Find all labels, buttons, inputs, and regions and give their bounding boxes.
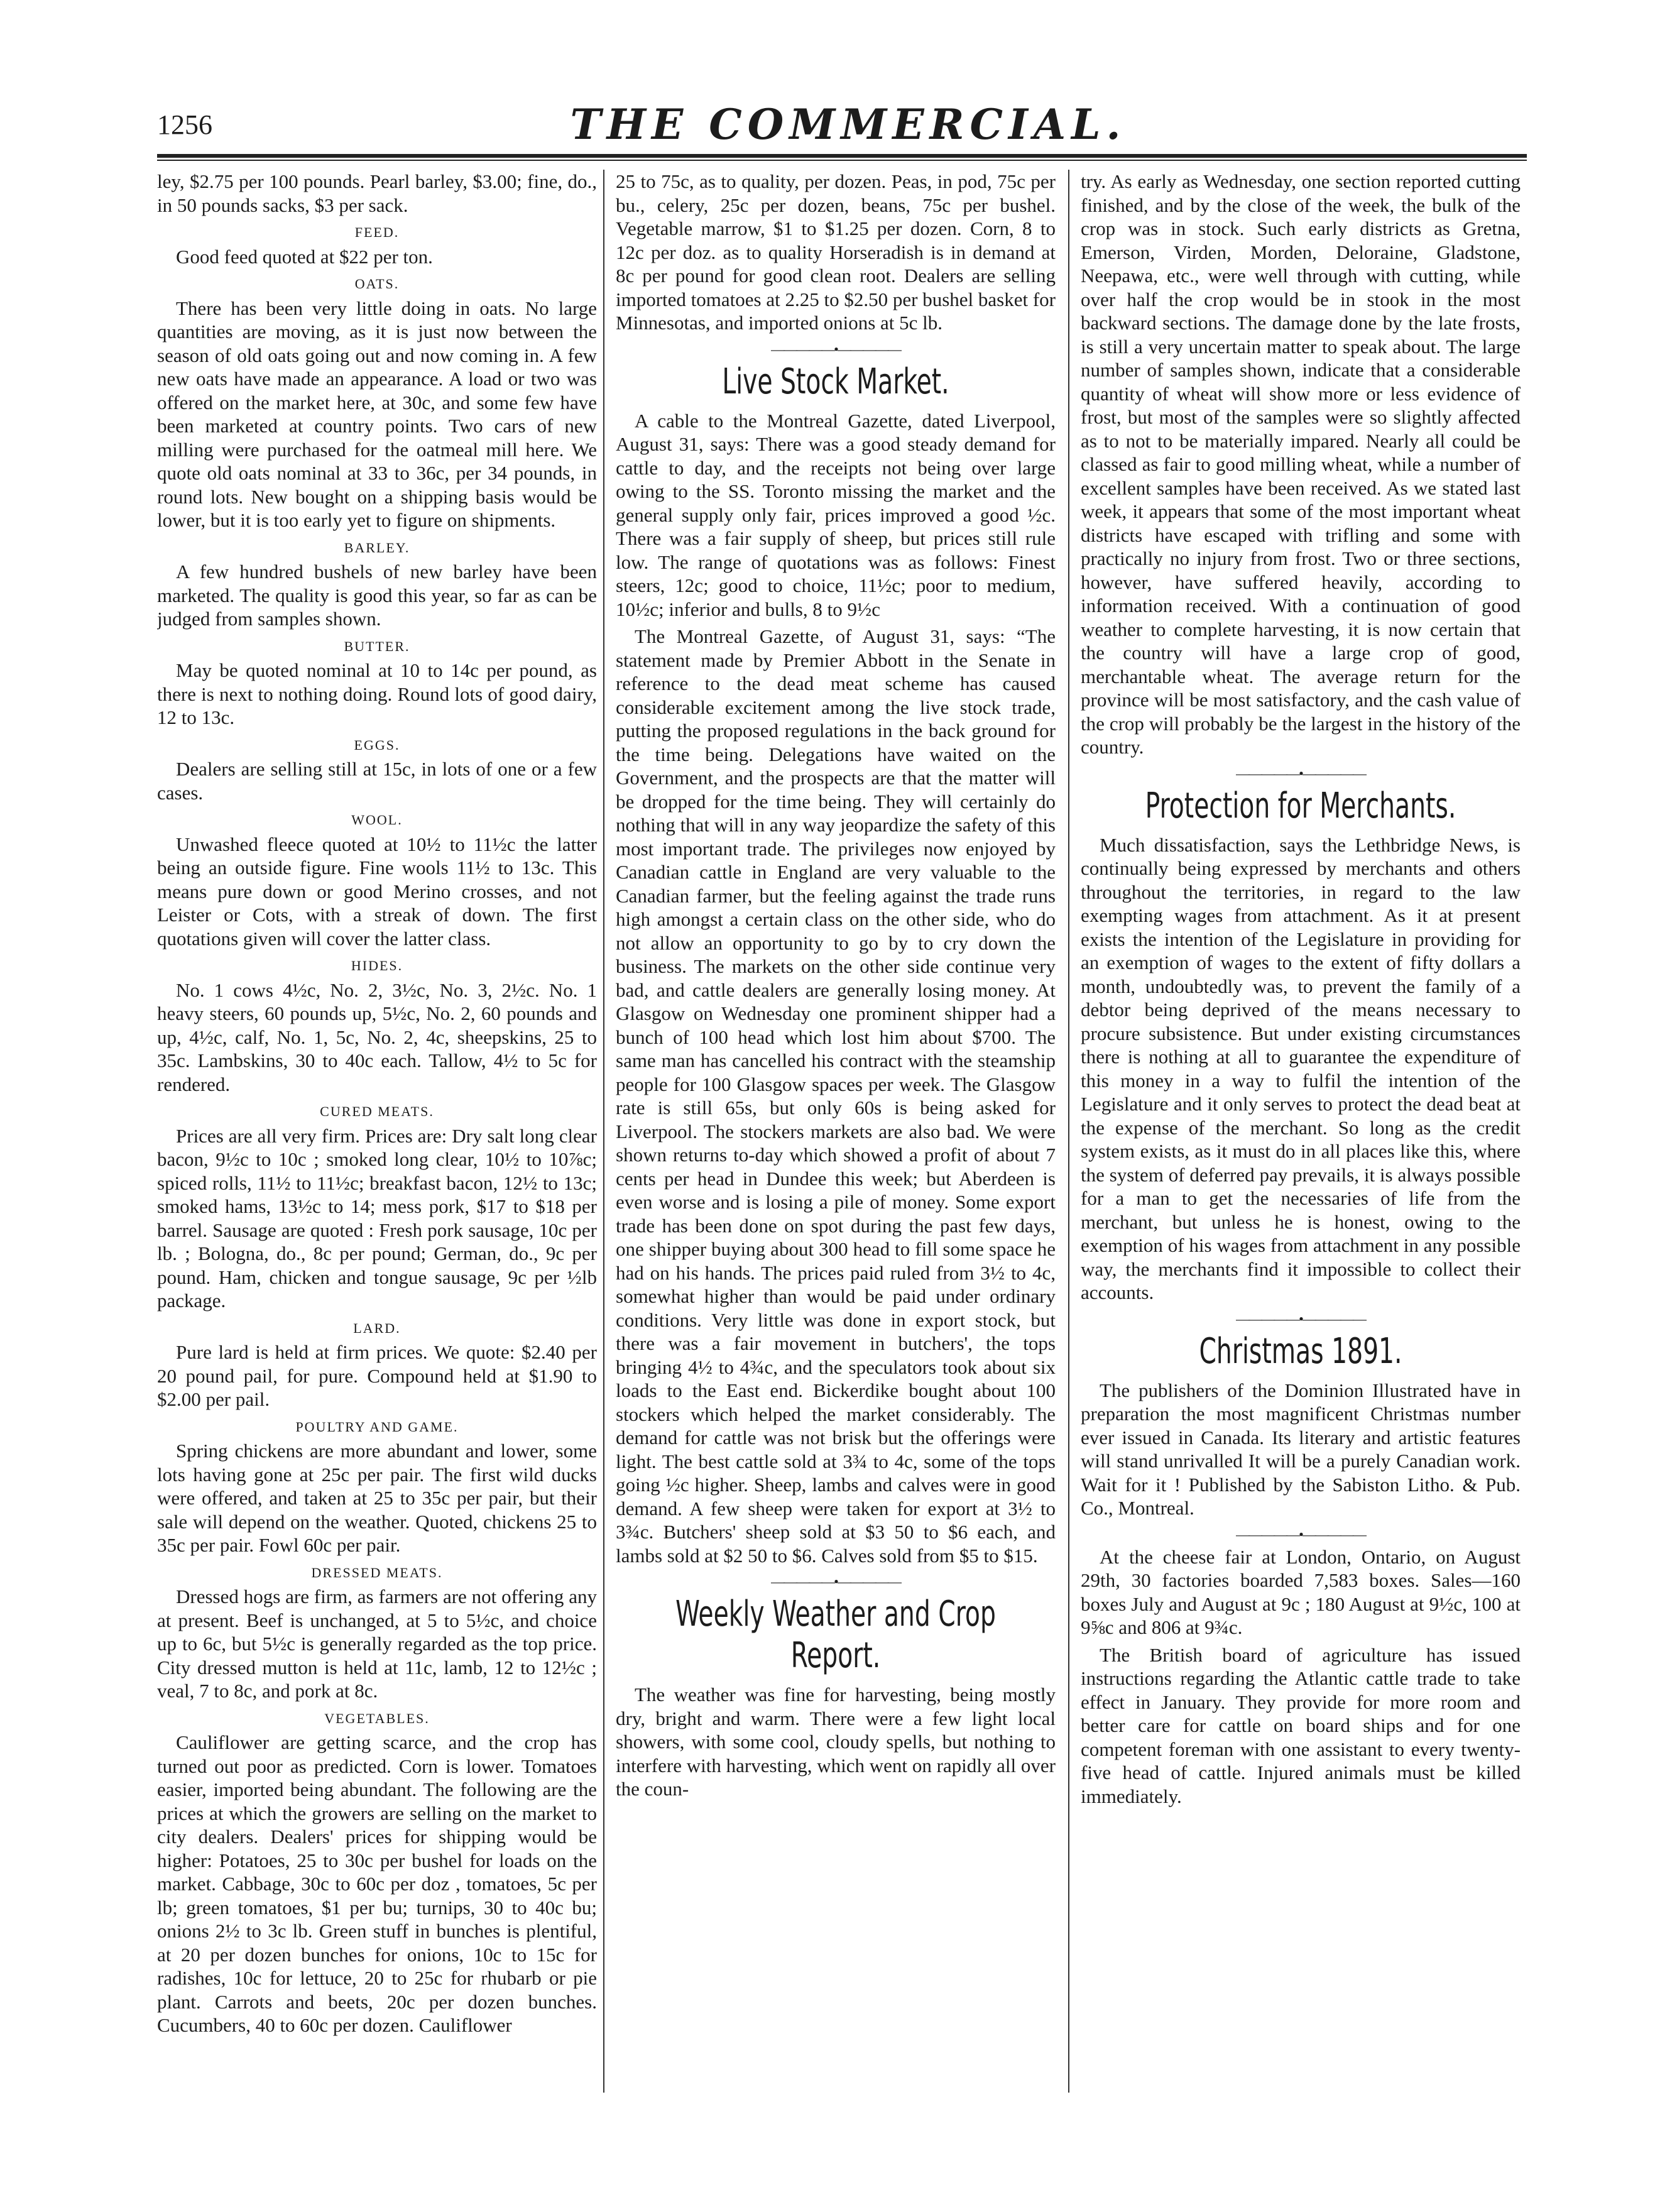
- live-stock-paragraph-2: The Montreal Gazette, of August 31, says: “The statement made by Premier Abbott in the Senate in reference to the dead meat scheme has caused considerable excitement among the live stock trade, putting the proposed regulations in the back ground for the time being. Delegations have waited on the Government, and the prospects are that the matter will be dropped for the time being. They will certainly do nothing that will in any way jeopardize the safety of this most important trade. The privileges now enjoyed by Canadian cattle in England are very valuable to the Canadian farmer, but the feeling against the trade runs high amongst a certain class on the other side, who do not allow an opportunity to go by to cry down the business. The markets on the other side continue very bad, and cattle dealers are generally losing money. At Glasgow on Wednesday one prominent shipper had a bunch of 100 head which lost him about $700. The same man has cancelled his contract with the steamship people for 100 Glasgow spaces per week. The Glasgow rate is still 65s, but only 60s is being asked for Liverpool. The stockers markets are also bad. We were shown returns to-day which showed a profit of about 7 cents per head in Dundee this week; but Aberdeen is even worse and is losing a pile of money. Some export trade has been done on spot during the past few days, one shipper buying about 300 head to fill some space he had on his hands. The prices paid ruled from 3½ to 4c, somewhat higher than would be paid under ordinary conditions. Very little was done in export stock, but there was a fair movement in butchers', the tops bringing 4½ to 4¾c, and the speculators took about six loads to the East end. Bickerdike bought about 100 stockers which helped the market considerably. The demand for cattle was not brisk but the offerings were light. The best cattle sold at 3¾ to 4c, some of the tops going ½c higher. Sheep, lambs and calves were in good demand. A few sheep were taken for export at 3½ to 3¾c. Butchers' sheep sold at $3 50 to $6 each, and lambs sold at $2 50 to $6. Calves sold from $5 to $15.: [616, 625, 1056, 1567]
- barley-continued: ley, $2.75 per 100 pounds. Pearl barley, $3.00; fine, do., in 50 pounds sacks, $3 per sack.: [157, 170, 597, 216]
- british-board-paragraph: The British board of agriculture has issued instructions regarding the Atlantic cattle trade to take effect in January. They provide for more room and better care for cattle on board ships and for one competent foreman with one assistant to every twenty-five head of cattle. Injured animals must be killed immediately.: [1081, 1643, 1521, 1807]
- wool-paragraph: Unwashed fleece quoted at 10½ to 11½c the latter being an outside figure. Fine wools 11½ to 13c. This means pure down or good Merino crosses, and not Leister or Cots, with a streak of down. The first quotations given will cover the latter class.: [157, 833, 597, 950]
- masthead-title: THE COMMERCIAL.: [570, 100, 1127, 149]
- header-rule-thin: [157, 160, 1527, 161]
- hides-paragraph: No. 1 cows 4½c, No. 2, 3½c, No. 3, 2½c. No. 1 heavy steers, 60 pounds up, 5½c, No. 2, 60 pounds and up, 4½c, calf, No. 1, 5c, No. 2, 4c, sheepskins, 25 to 35c. Lambskins, 30 to 40c each. Tallow, 4½ to 5c for rendered.: [157, 978, 597, 1095]
- column-divider: [603, 170, 604, 2093]
- butter-paragraph: May be quoted nominal at 10 to 14c per pound, as there is next to nothing doing. Round lots of good dairy, 12 to 13c.: [157, 659, 597, 728]
- dressed-meats-paragraph: Dressed hogs are firm, as farmers are not offering any at present. Beef is unchanged, at 5 to 5½c, and choice up to 6c, but 5½c is generally regarded as the top price. City dressed mutton is held at 11c, lamb, 12 to 12½c ; veal, 7 to 8c, and pork at 8c.: [157, 1585, 597, 1702]
- subhead-poultry: POULTRY AND GAME.: [295, 1418, 459, 1435]
- subhead-dressed-meats: DRESSED MEATS.: [311, 1564, 443, 1580]
- feed-paragraph: Good feed quoted at $22 per ton.: [176, 245, 433, 268]
- live-stock-paragraph-1: A cable to the Montreal Gazette, dated Liverpool, August 31, says: There was a good steady demand for cattle to day, and the receipts not being over large owing to the SS. Toronto missing the market and the general supply only fair, prices improved a good ½c. There was a fair supply of sheep, but prices still rule low. The range of quotations was as follows: Finest steers, 12c; good to choice, 11½c; poor to medium, 10½c; inferior and bulls, 8 to 9½c: [616, 409, 1056, 620]
- headline-protection-for-merchants: Protection for Merchants.: [1145, 785, 1456, 826]
- vegetables-continued: 25 to 75c, as to quality, per dozen. Peas, in pod, 75c per bu., celery, 25c per dozen, beans, 75c per bushel. Vegetable marrow, $1 to $1.25 per dozen. Corn, 8 to 12c per doz. as to quality Horseradish is in demand at 8c per pound for good clean root. Dealers are selling imported tomatoes at 2.25 to $2.50 per bushel basket for Minnesotas, and imported onions at 5c lb.: [616, 170, 1056, 334]
- section-ornament: [1081, 1311, 1521, 1327]
- poultry-paragraph: Spring chickens are more abundant and lower, some lots having gone at 25c per pair. The first wild ducks were offered, and taken at 25 to 35c per pair, but their sale will depend on the weather. Quoted, chickens 25 to 35c per pair. Fowl 60c per pair.: [157, 1440, 597, 1556]
- subhead-butter: BUTTER.: [344, 638, 410, 654]
- headline-christmas-1891: Christmas 1891.: [1199, 1330, 1402, 1372]
- subhead-barley: BARLEY.: [344, 539, 410, 556]
- cheese-fair-paragraph: At the cheese fair at London, Ontario, on August 29th, 30 factories boarded 7,583 boxes. Sales—160 boxes July and August at 9c ; 180 August at 9½c, 100 at 9⅝c and 806 at 9¾c.: [1081, 1545, 1521, 1638]
- subhead-cured-meats: CURED MEATS.: [320, 1103, 434, 1119]
- vegetables-paragraph: Cauliflower are getting scarce, and the crop has turned out poor as predicted. Corn is lower. Tomatoes easier, imported being abundant. The following are the prices at which the growers are selling on the market to city dealers. Dealers' prices for shipping would be higher: Potatoes, 25 to 30c per bushel for loads on the market. Cabbage, 30c to 60c per doz , tomatoes, 5c per lb; green tomatoes, $1 per bu; turnips, 30 to 40c bu; onions 2½ to 3c lb. Green stuff in bunches is plentiful, at 20 per dozen bunches for onions, 10c to 15c for radishes, 10c for lettuce, 20 to 25c for rhubarb or pie plant. Carrots and beets, 20c per dozen bunches. Cucumbers, 40 to 60c per dozen. Cauliflower: [157, 1731, 597, 2036]
- headline-weekly-weather: Weekly Weather and Crop Report.: [675, 1594, 996, 1676]
- header-rule: [157, 154, 1527, 158]
- column-1: [157, 170, 597, 2093]
- barley-paragraph: A few hundred bushels of new barley have been marketed. The quality is good this year, so far as can be judged from samples shown.: [157, 561, 597, 630]
- column-2: [616, 170, 1056, 2093]
- column-divider: [1068, 170, 1069, 2093]
- subhead-feed: FEED.: [354, 224, 400, 240]
- christmas-paragraph: The publishers of the Dominion Illustrated have in preparation the most magnificent Christmas number ever issued in Canada. Its literary and artistic features will stand unrivalled It will be a purely Canadian work. Wait for it ! Published by the Sabiston Litho. & Pub. Co., Montreal.: [1081, 1379, 1521, 1519]
- weather-continued: try. As early as Wednesday, one section reported cutting finished, and by the close of the week, the bulk of the crop was in stock. Such early districts as Gretna, Emerson, Virden, Morden, Deloraine, Gladstone, Neepawa, etc., were well through with cutting, while over half the crop would be in stook in the most backward sections. The damage done by the late frosts, is still a very uncertain matter to speak about. The large number of samples shown, indicate that a considerable quantity of wheat will show more or less evidence of frost, but most of the samples were so slightly affected as to not to be materially impared. Nearly all could be classed as fair to good milling wheat, while a number of excellent samples have been received. As we stated last week, it appears that some of the most important wheat districts have escaped with trifling and some with practically no injury from frost. Two or three sections, however, have suffered heavily, according to information received. With a continuation of good weather to complete harvesting, it is now certain that the country will have a large crop of good, merchantable wheat. The average return for the province will be most satisfactory, and the cash value of the crop will probably be the largest in the history of the country.: [1081, 170, 1521, 758]
- protection-paragraph: Much dissatisfaction, says the Lethbridge News, is continually being expressed by merchants and others throughout the territories, in regard to the law exempting wages from attachment. As it at present exists the intention of the Legislature in providing for an exemption of wages to the extent of fifty dollars a month, undoubtedly was, to prevent the family of a debtor being deprived of the means necessary to procure subsistence. But under existing circumstances there is nothing at all to guarantee the expenditure of this money in a way to fulfil the intention of the Legislature and it only serves to protect the dead beat at the expense of the merchant. So long as the credit system exists, as it must do in all places like this, where the system of deferred pay prevails, it is always possible for a man to get the necessaries of life from the merchant, but unless he is honest, owing to the exemption of his wages from attachment in any possible way, the merchants find it impossible to collect their accounts.: [1081, 833, 1521, 1303]
- subhead-wool: WOOL.: [351, 812, 403, 828]
- lard-paragraph: Pure lard is held at firm prices. We quote: $2.40 per 20 pound pail, for pure. Compound held at $1.90 to $2.00 per pail.: [157, 1341, 597, 1410]
- section-ornament: [1081, 1526, 1521, 1543]
- section-ornament: [616, 341, 1056, 358]
- weather-paragraph: The weather was fine for harvesting, being mostly dry, bright and warm. There were a few light local showers, with some cool, cloudy spells, but nothing to interfere with harvesting, which went on rapidly all over the coun-: [616, 1684, 1056, 1800]
- subhead-lard: LARD.: [353, 1320, 401, 1336]
- column-3: [1081, 170, 1521, 2093]
- page-number: 1256: [157, 109, 212, 140]
- section-ornament: [616, 1574, 1056, 1590]
- subhead-hides: HIDES.: [351, 958, 403, 973]
- cured-meats-paragraph: Prices are all very firm. Prices are: Dry salt long clear bacon, 9½c to 10c ; smoked long clear, 10½ to 10⅞c; spiced rolls, 11½ to 11½c; breakfast bacon, 12½ to 13c; smoked hams, 13½c to 14; mess pork, $17 to $18 per barrel. Sausage are quoted : Fresh pork sausage, 10c per lb. ; Bologna, do., 8c per pound; German, do., 9c per pound. Ham, chicken and tongue sausage, 9c per ½lb package.: [157, 1124, 597, 1311]
- headline-live-stock-market: Live Stock Market.: [722, 361, 949, 402]
- oats-paragraph: There has been very little doing in oats. No large quantities are moving, as it is just now between the season of old oats going out and now coming in. A few new oats have made an appearance. A load or two was offered on the market here, at 30c, and some few have been marketed at country points. Two cars of new milling were purchased for the oatmeal mill here. We quote old oats nominal at 33 to 36c, per 34 pounds, in round lots. New bought on a shipping basis would be lower, but it is too early yet to figure on shipments.: [157, 297, 597, 531]
- subhead-oats: OATS.: [354, 276, 400, 292]
- section-ornament: [1081, 765, 1521, 782]
- eggs-paragraph: Dealers are selling still at 15c, in lots of one or a few cases.: [157, 758, 597, 804]
- subhead-vegetables: VEGETABLES.: [324, 1710, 430, 1726]
- subhead-eggs: EGGS.: [354, 736, 400, 753]
